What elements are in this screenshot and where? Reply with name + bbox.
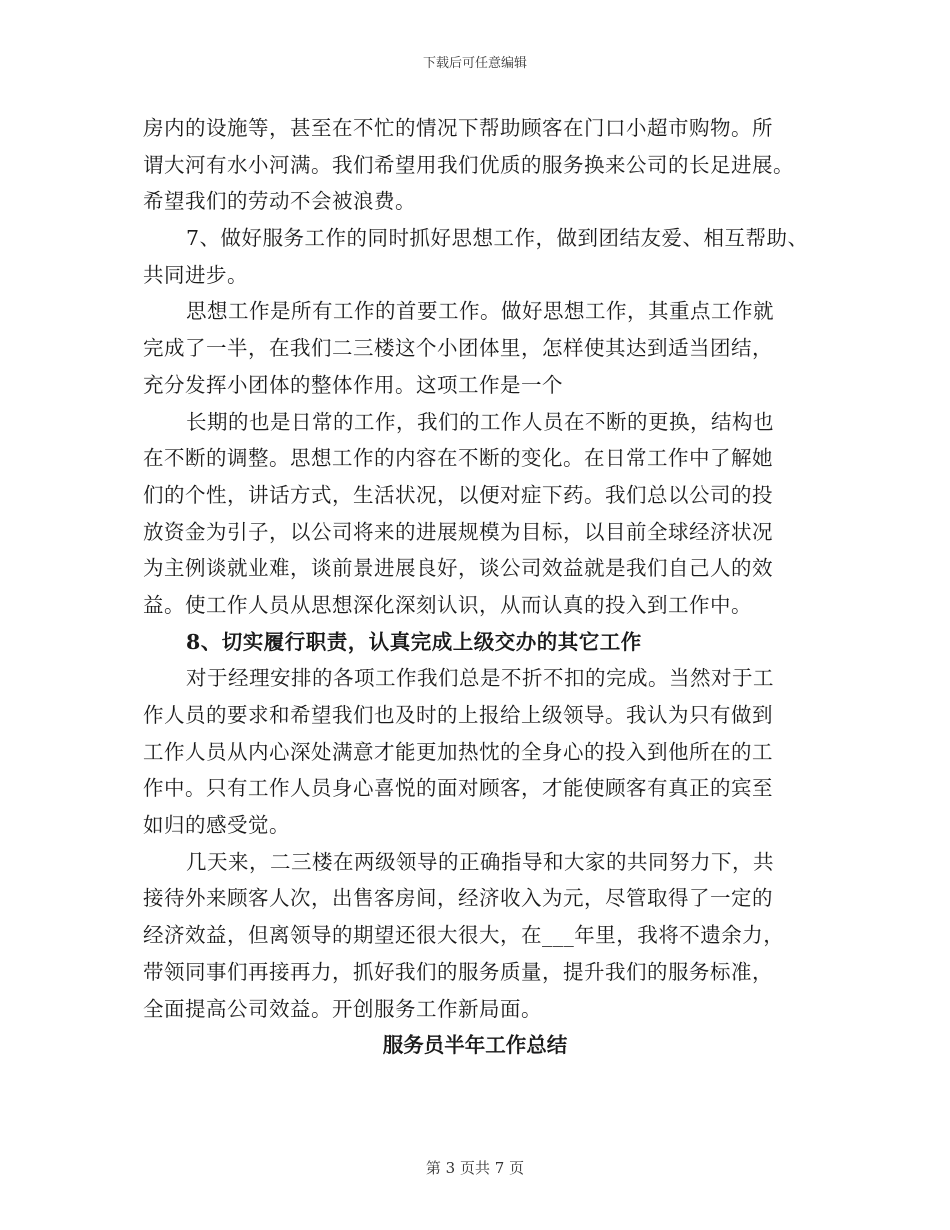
paragraph-line: 放资金为引子，以公司将来的进展规模为目标，以目前全球经济状况 xyxy=(143,519,773,544)
section-heading-line: 8、切实履行职责，认真完成上级交办的其它工作 xyxy=(186,629,642,654)
paragraph-line: 工作人员从内心深处满意才能更加热忱的全身心的投入到他所在的工 xyxy=(143,739,773,764)
section-title: 服务员半年工作总结 xyxy=(382,1033,568,1058)
paragraph-line: 们的个性，讲话方式，生活状况，以便对症下药。我们总以公司的投 xyxy=(143,482,773,507)
paragraph-line: 作中。只有工作人员身心喜悦的面对顾客，才能使顾客有真正的宾至 xyxy=(143,776,773,801)
paragraph-line: 经济效益，但离领导的期望还很大很大，在___年里，我将不遗余力， xyxy=(143,923,785,948)
paragraph-line: 益。使工作人员从思想深化深刻认识，从而认真的投入到工作中。 xyxy=(143,592,752,617)
paragraph-line: 带领同事们再接再力，抓好我们的服务质量，提升我们的服务标准， xyxy=(143,959,773,984)
paragraph-line: 完成了一半，在我们二三楼这个小团体里，怎样使其达到适当团结， xyxy=(143,336,773,361)
paragraph-line: 共同进步。 xyxy=(143,262,248,287)
paragraph-line: 希望我们的劳动不会被浪费。 xyxy=(143,189,416,214)
paragraph-line: 接待外来顾客人次，出售客房间，经济收入为元，尽管取得了一定的 xyxy=(143,886,773,911)
page-footer: 第 3 页共 7 页 xyxy=(425,1159,525,1177)
paragraph-line: 房内的设施等，甚至在不忙的情况下帮助顾客在门口小超市购物。所 xyxy=(143,116,773,140)
document-body xyxy=(143,110,813,1064)
paragraph-line: 长期的也是日常的工作，我们的工作人员在不断的更换，结构也 xyxy=(186,409,774,434)
paragraph-line: 如归的感受觉。 xyxy=(143,813,290,838)
paragraph-line: 几天来，二三楼在两级领导的正确指导和大家的共同努力下，共 xyxy=(186,849,774,874)
paragraph-line: 为主例谈就业难，谈前景进展良好，谈公司效益就是我们自己人的效 xyxy=(143,556,773,581)
page-header: 下载后可任意编辑 xyxy=(422,56,527,71)
paragraph-line: 7、做好服务工作的同时抓好思想工作，做到团结友爱、相互帮助、 xyxy=(186,226,809,251)
paragraph-line: 在不断的调整。思想工作的内容在不断的变化。在日常工作中了解她 xyxy=(143,446,773,471)
paragraph-line: 对于经理安排的各项工作我们总是不折不扣的完成。当然对于工 xyxy=(186,666,774,691)
paragraph-line: 思想工作是所有工作的首要工作。做好思想工作，其重点工作就 xyxy=(186,299,774,324)
paragraph-line: 全面提高公司效益。开创服务工作新局面。 xyxy=(143,996,542,1021)
paragraph-line: 谓大河有水小河满。我们希望用我们优质的服务换来公司的长足进展。 xyxy=(143,152,794,177)
paragraph-line: 充分发挥小团体的整体作用。这项工作是一个 xyxy=(143,372,563,397)
paragraph-line: 作人员的要求和希望我们也及时的上报给上级领导。我认为只有做到 xyxy=(143,703,773,727)
